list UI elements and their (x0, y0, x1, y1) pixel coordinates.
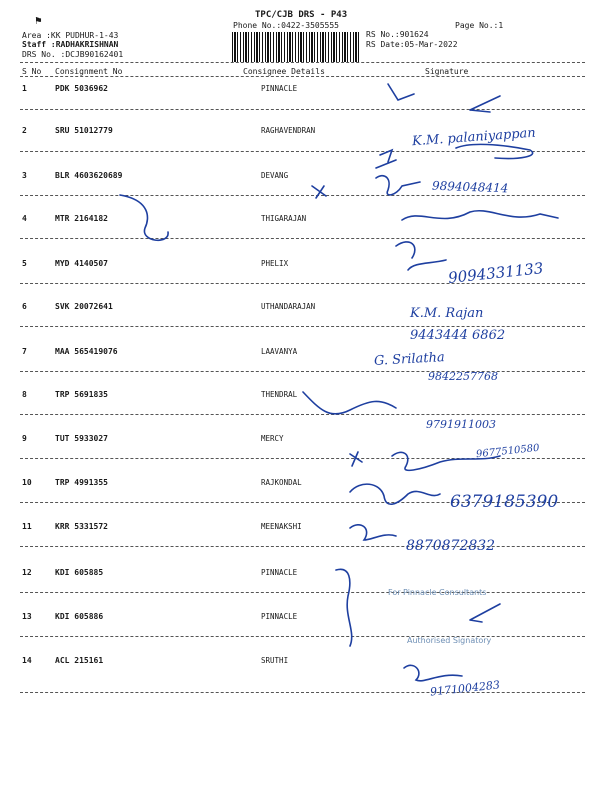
company-stamp: For Pinnacle Consultants (388, 588, 487, 597)
row-number: 3 (22, 171, 27, 180)
staff-field: Staff :RADHAKRISHNAN (22, 40, 119, 49)
handwritten-phone: 9842257768 (428, 370, 498, 383)
consignment-number: MAA 565419076 (55, 347, 118, 356)
handwritten-phone: 9677510580 (475, 442, 541, 461)
column-sno: S No (22, 67, 42, 76)
phone-number: Phone No.:0422-3505555 (233, 21, 339, 30)
column-consignee: Consignee Details (243, 67, 325, 76)
page-number: Page No.:1 (455, 21, 504, 30)
consignee-name: THENDRAL (261, 390, 298, 399)
consignment-number: PDK 5036962 (55, 84, 108, 93)
row-number: 10 (22, 478, 32, 487)
row-number: 9 (22, 434, 27, 443)
handwritten-name: K.M. Rajan (410, 306, 484, 321)
consignment-number: KDI 605885 (55, 568, 104, 577)
consignment-number: TRP 5691835 (55, 390, 108, 399)
flag-mark-icon: ⚑ (35, 14, 42, 27)
row-number: 5 (22, 259, 27, 268)
handwritten-phone: 8870872832 (406, 538, 496, 554)
row-number: 7 (22, 347, 27, 356)
consignee-name: RAJKONDAL (261, 478, 302, 487)
consignee-name: RAGHAVENDRAN (261, 126, 316, 135)
consignee-name: PINNACLE (261, 568, 298, 577)
consignee-name: UTHANDARAJAN (261, 302, 316, 311)
authorised-stamp: Authorised Signatory (407, 636, 492, 645)
handwritten-phone: 9894048414 (431, 178, 509, 196)
handwritten-phone: 6379185390 (450, 492, 559, 512)
row-number: 13 (22, 612, 32, 621)
consignee-name: LAAVANYA (261, 347, 298, 356)
handwritten-phone: 9171004283 (429, 678, 501, 699)
row-number: 12 (22, 568, 32, 577)
consignment-number: MTR 2164182 (55, 214, 108, 223)
area-field: Area :KK PUDHUR-1-43 (22, 31, 119, 40)
document-title: TPC/CJB DRS - P43 (255, 10, 348, 20)
handwritten-name: G. Srilatha (373, 350, 446, 369)
row-number: 2 (22, 126, 27, 135)
handwritten-phone: 9791911003 (426, 418, 496, 431)
column-consignment: Consignment No (55, 67, 123, 76)
consignee-name: MERCY (261, 434, 284, 443)
consignee-name: SRUTHI (261, 656, 289, 665)
consignee-name: PINNACLE (261, 612, 298, 621)
row-number: 8 (22, 390, 27, 399)
row-number: 14 (22, 656, 32, 665)
handwritten-phone: 9094331133 (447, 259, 545, 287)
consignment-number: MYD 4140507 (55, 259, 108, 268)
row-number: 4 (22, 214, 27, 223)
consignee-name: DEVANG (261, 171, 289, 180)
row-number: 11 (22, 522, 32, 531)
consignment-number: KDI 605886 (55, 612, 104, 621)
consignee-name: PHELIX (261, 259, 289, 268)
consignment-number: TUT 5933027 (55, 434, 108, 443)
consignment-number: BLR 4603620689 (55, 171, 123, 180)
rs-date: RS Date:05-Mar-2022 (366, 40, 458, 49)
consignee-name: THIGARAJAN (261, 214, 307, 223)
row-number: 1 (22, 84, 27, 93)
consignee-name: PINNACLE (261, 84, 298, 93)
consignment-number: TRP 4991355 (55, 478, 108, 487)
row-number: 6 (22, 302, 27, 311)
consignment-number: SRU 51012779 (55, 126, 113, 135)
rs-number: RS No.:901624 (366, 30, 429, 39)
consignment-number: ACL 215161 (55, 656, 104, 665)
handwritten-phone: 9443444 6862 (410, 328, 506, 343)
consignee-name: MEENAKSHI (261, 522, 302, 531)
handwritten-name: K.M. palaniyappan (411, 125, 537, 150)
column-signature: Signature (425, 67, 469, 76)
drs-number: DRS No. :DCJB90162401 (22, 50, 124, 59)
consignment-number: SVK 20072641 (55, 302, 113, 311)
consignment-number: KRR 5331572 (55, 522, 108, 531)
